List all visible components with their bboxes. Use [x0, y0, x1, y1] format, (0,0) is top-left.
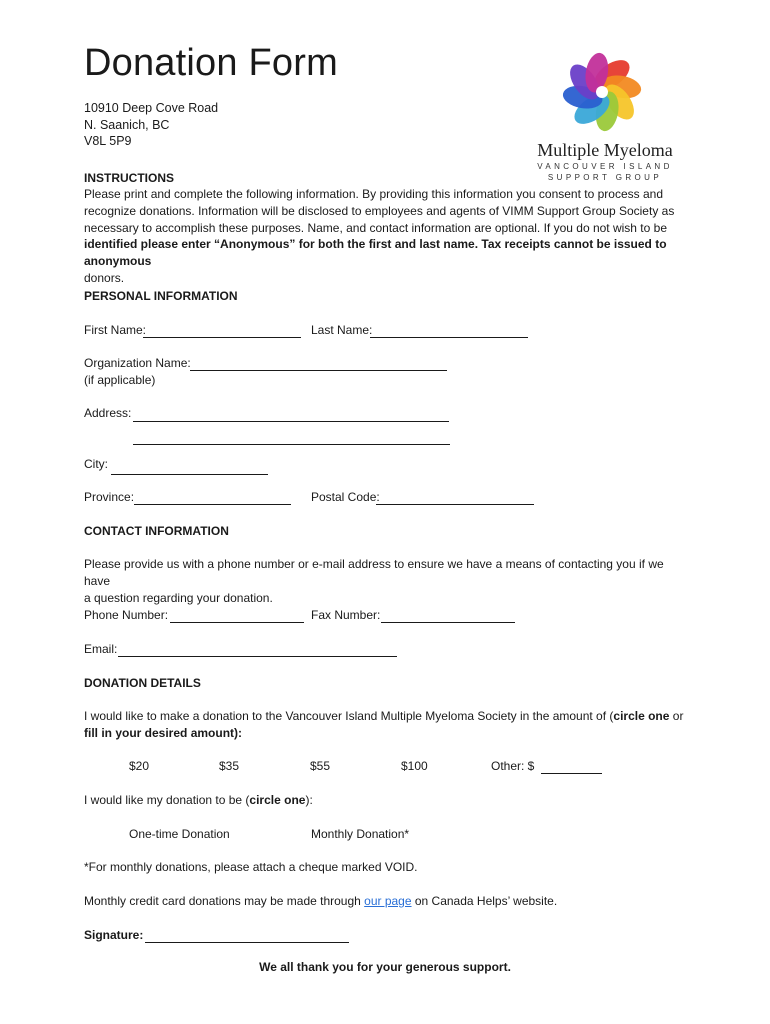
phone-label: Phone Number:: [84, 608, 169, 622]
credit-card-text: Monthly credit card donations may be made through: [84, 894, 365, 908]
personal-info-heading: PERSONAL INFORMATION: [84, 289, 238, 303]
signature-label: Signature:: [84, 928, 144, 942]
one-time-donation-option[interactable]: One-time Donation: [129, 827, 230, 841]
pinwheel-logo-icon: [530, 44, 680, 140]
instructions-line: donors.: [84, 270, 125, 285]
email-label: Email:: [84, 642, 118, 656]
page-title: Donation Form: [84, 42, 338, 84]
postal-code-label: Postal Code:: [311, 490, 380, 504]
email-field[interactable]: [118, 656, 397, 657]
city-field[interactable]: [111, 474, 268, 475]
address-label: Address:: [84, 406, 132, 420]
fax-label: Fax Number:: [311, 608, 381, 622]
postal-code-field[interactable]: [376, 504, 534, 505]
address-line-3: V8L 5P9: [84, 134, 132, 148]
frequency-text: ):: [305, 793, 313, 807]
organization-field[interactable]: [190, 370, 447, 371]
phone-field[interactable]: [170, 622, 304, 623]
logo-name: Multiple Myeloma: [537, 140, 673, 160]
donation-intro: [84, 708, 684, 742]
contact-line: a question regarding your donation.: [84, 590, 273, 605]
instructions-text: [84, 186, 684, 287]
instructions-line: recognize donations. Information will be disclosed to employees and agents of VIMM Support Group Society as: [84, 203, 675, 218]
mailing-address: [84, 100, 218, 150]
circle-one-emphasis: circle one: [613, 709, 670, 723]
circle-one-emphasis: circle one: [249, 793, 306, 807]
amount-option-100[interactable]: $100: [401, 759, 428, 773]
instructions-heading: INSTRUCTIONS: [84, 171, 174, 185]
first-name-label: First Name:: [84, 323, 147, 337]
contact-line: Please provide us with a phone number or e-mail address to ensure we have a means of contacting you if we have: [84, 557, 664, 588]
if-applicable-note: (if applicable): [84, 373, 156, 387]
address-field-line-1[interactable]: [133, 421, 449, 422]
other-amount-label: Other: $: [491, 759, 535, 773]
province-field[interactable]: [134, 504, 291, 505]
city-label: City:: [84, 457, 108, 471]
contact-instructions: [84, 556, 684, 606]
frequency-text: I would like my donation to be (: [84, 793, 250, 807]
organization-label: Organization Name:: [84, 356, 191, 370]
amount-option-35[interactable]: $35: [219, 759, 240, 773]
credit-card-text: on Canada Helps’ website.: [411, 894, 558, 908]
donation-details-heading: DONATION DETAILS: [84, 676, 201, 690]
donation-intro-line-2: fill in your desired amount):: [84, 725, 243, 740]
instructions-line: necessary to accomplish these purposes. Name, and contact information are optional. If you do not wish to be: [84, 220, 667, 235]
credit-card-note: [84, 894, 557, 908]
contact-info-heading: CONTACT INFORMATION: [84, 524, 229, 538]
first-name-field[interactable]: [143, 337, 301, 338]
province-label: Province:: [84, 490, 135, 504]
monthly-donation-note: *For monthly donations, please attach a cheque marked VOID.: [84, 860, 418, 874]
fax-field[interactable]: [381, 622, 515, 623]
donation-intro-text: I would like to make a donation to the Vancouver Island Multiple Myeloma Society in the amount of (: [84, 709, 614, 723]
amount-option-20[interactable]: $20: [129, 759, 150, 773]
monthly-donation-option[interactable]: Monthly Donation*: [311, 827, 410, 841]
other-amount-field[interactable]: [541, 773, 602, 774]
organization-logo: [530, 44, 680, 184]
address-line-1: 10910 Deep Cove Road: [84, 101, 219, 115]
signature-field[interactable]: [145, 942, 349, 943]
last-name-label: Last Name:: [311, 323, 373, 337]
frequency-question: [84, 793, 313, 807]
donation-intro-line-1: [84, 708, 684, 725]
canada-helps-page-link[interactable]: our page: [364, 894, 412, 908]
instructions-line: Please print and complete the following information. By providing this information you consent to process and: [84, 187, 663, 201]
donation-intro-text: or: [669, 709, 684, 723]
logo-center: [596, 86, 608, 98]
logo-subtitle-1: VANCOUVER ISLAND: [537, 162, 673, 171]
address-line-2: N. Saanich, BC: [84, 117, 170, 132]
last-name-field[interactable]: [370, 337, 528, 338]
address-field-line-2[interactable]: [133, 444, 450, 445]
thank-you-message: We all thank you for your generous support.: [259, 960, 511, 974]
logo-subtitle-2: SUPPORT GROUP: [547, 173, 663, 182]
amount-option-55[interactable]: $55: [310, 759, 331, 773]
instructions-line: identified please enter “Anonymous” for both the first and last name. Tax receipts cannot be issued to anonymous: [84, 237, 667, 269]
